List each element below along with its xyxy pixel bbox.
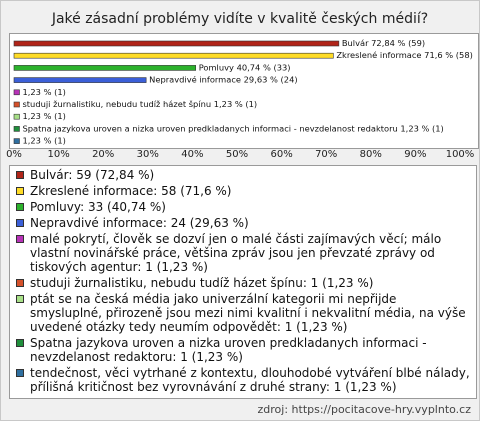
- legend-swatch: [16, 295, 24, 303]
- x-tick-label: 0%: [6, 149, 22, 160]
- legend-swatch: [16, 235, 24, 243]
- x-axis-ticks: [1, 149, 480, 163]
- legend-label: ptát se na česká média jako univerzální kategorii mi nepřijde smysluplné, přirozeně jsou mezi nimi kvalitní i nekvalitní média, na výše uvedené otázky tedy neumím odpovědět: 1 (1,23 %): [30, 292, 466, 334]
- bar-label-5: studuji žurnalistiku, nebudu tudíž házet špínu 1,23 % (1): [22, 99, 258, 109]
- x-tick-label: 10%: [47, 149, 70, 160]
- legend-label: Pomluvy: 33 (40,74 %): [30, 200, 166, 214]
- bar-7: [14, 126, 19, 131]
- legend-label: Spatna jazykova uroven a nizka uroven predkladanych informaci - nevzdelanost redaktoru: 1 (1,23 %): [30, 336, 427, 364]
- legend-swatch: [16, 279, 24, 287]
- legend-item: [16, 216, 472, 230]
- bar-label-6: 1,23 % (1): [22, 111, 66, 122]
- x-tick-label: 70%: [315, 149, 338, 160]
- x-tick-label: 80%: [359, 149, 382, 160]
- legend-item: [16, 232, 472, 274]
- bar-5: [14, 102, 19, 107]
- bar-label-7: Spatna jazykova uroven a nizka uroven predkladanych informaci - nevzdelanost redaktoru 1,23 % (1): [22, 123, 444, 134]
- legend-label: malé pokrytí, člověk se dozví jen o malé části zajímavých věcí; málo vlastní novinářské práce, většina zpráv jsou jen převzaté zprávy od tiskových agentur: 1 (1,23 %): [30, 232, 442, 274]
- legend-swatch: [16, 219, 24, 227]
- legend-label: Bulvár: 59 (72,84 %): [30, 168, 155, 182]
- bar-label-2: Pomluvy 40,74 % (33): [198, 62, 291, 73]
- x-tick-label: 60%: [270, 149, 293, 160]
- plot-area: [9, 33, 479, 149]
- bar-label-0: Bulvár 72,84 % (59): [341, 38, 426, 48]
- legend-swatch: [16, 171, 24, 179]
- bar-8: [14, 139, 19, 144]
- legend-item: [16, 336, 472, 364]
- legend-label: Nepravdivé informace: 24 (29,63 %): [30, 216, 249, 230]
- bar-label-8: 1,23 % (1): [22, 135, 66, 146]
- legend-item: [16, 200, 472, 214]
- bar-label-1: Zkreslené informace 71,6 % (58): [336, 50, 473, 61]
- bar-3: [14, 78, 146, 83]
- legend-label: studuji žurnalistiku, nebudu tudíž házet špínu: 1 (1,23 %): [30, 276, 374, 290]
- bar-2: [14, 65, 196, 70]
- legend-item: [16, 184, 472, 198]
- x-tick-label: 100%: [445, 149, 475, 160]
- legend-swatch: [16, 369, 24, 377]
- legend-item: [16, 366, 472, 394]
- legend: [9, 165, 477, 399]
- bar-label-4: 1,23 % (1): [22, 86, 66, 97]
- bar-4: [14, 90, 19, 95]
- legend-label: Zkreslené informace: 58 (71,6 %): [30, 184, 232, 198]
- legend-item: [16, 168, 472, 182]
- legend-swatch: [16, 203, 24, 211]
- x-tick-label: 40%: [181, 149, 204, 160]
- x-tick-label: 90%: [404, 149, 427, 160]
- chart-title: Jaké zásadní problémy vidíte v kvalitě českých médií?: [51, 11, 429, 27]
- bar-chart: [10, 34, 478, 148]
- bar-0: [14, 41, 339, 46]
- bar-6: [14, 114, 19, 119]
- legend-swatch: [16, 339, 24, 347]
- legend-item: [16, 292, 472, 334]
- legend-item: [16, 276, 472, 290]
- x-tick-label: 20%: [92, 149, 115, 160]
- legend-label: tendečnost, věci vytrhané z kontextu, dlouhodobé vytváření blbé nálady, přílišná kritičnost bez vyrovnávání z druhé strany: 1 (1,23 %): [30, 366, 470, 394]
- bar-label-3: Nepravdivé informace 29,63 % (24): [149, 74, 298, 85]
- source-note: zdroj: https://pocitacove-hry.vyplnto.cz: [257, 403, 471, 416]
- x-tick-label: 50%: [225, 149, 249, 160]
- legend-swatch: [16, 187, 24, 195]
- bar-1: [14, 53, 333, 58]
- x-tick-label: 30%: [136, 149, 159, 160]
